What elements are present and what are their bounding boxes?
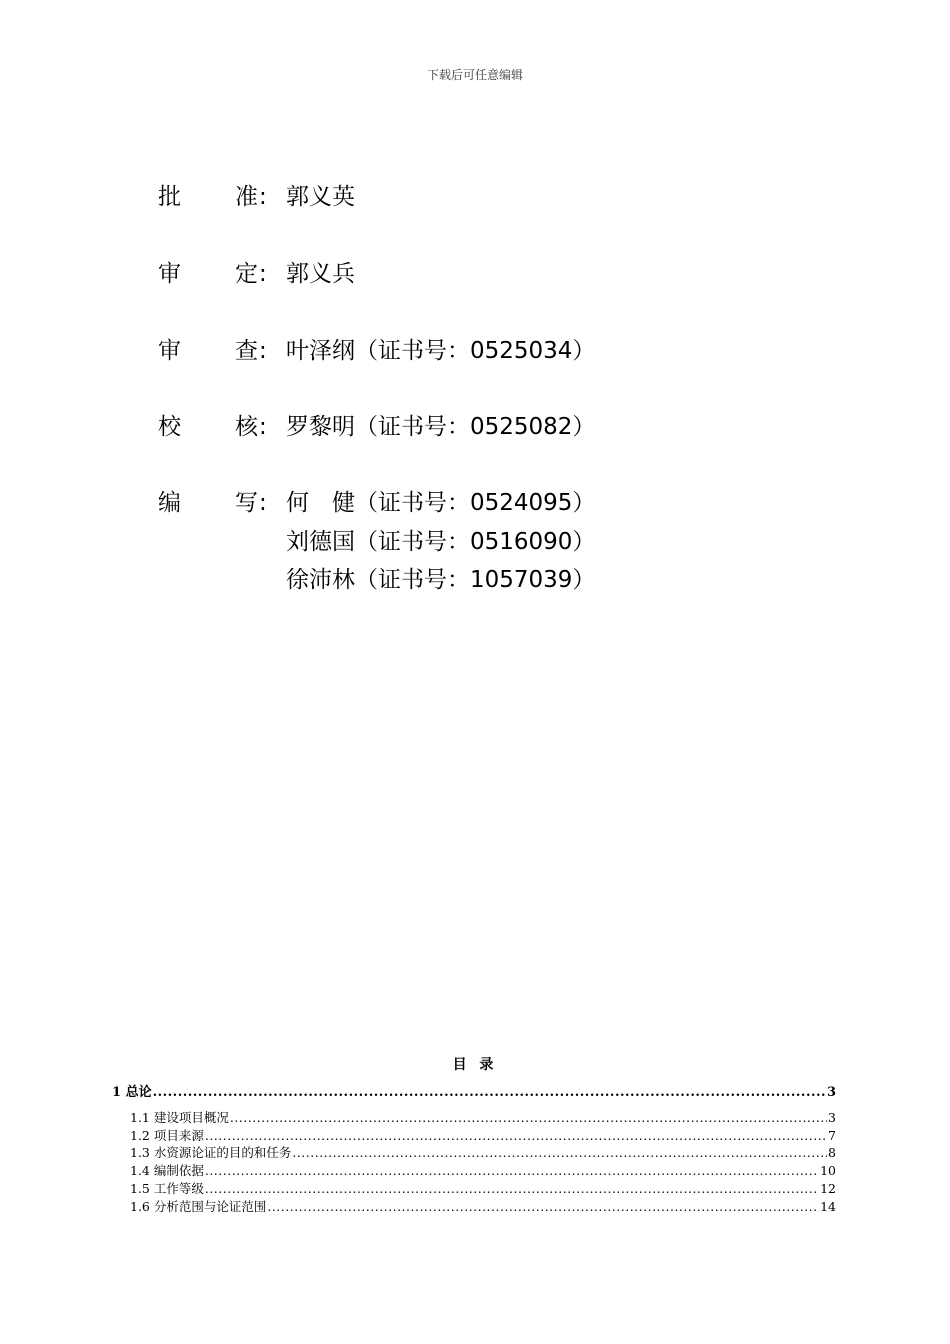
toc-entry-page: 10	[820, 1163, 836, 1178]
toc-dot-leader	[230, 1110, 827, 1125]
toc-entry[interactable]	[130, 1108, 836, 1126]
signature-value: 徐沛林（证书号：1057039）	[286, 567, 596, 593]
toc-entry[interactable]	[130, 1179, 836, 1197]
signature-role-char-1: 编	[158, 490, 181, 516]
toc-entry[interactable]	[130, 1143, 836, 1161]
signature-value: 叶泽纲（证书号：0525034）	[286, 338, 596, 364]
signature-role-char-1: 审	[158, 261, 181, 287]
toc-dot-leader	[153, 1085, 826, 1100]
toc-title: 目 录	[452, 1057, 498, 1073]
toc-dot-leader	[205, 1181, 819, 1196]
toc-entry-label: 1 总论	[112, 1085, 152, 1100]
signature-role-char-1: 校	[158, 414, 181, 440]
toc-dot-leader	[292, 1145, 827, 1160]
signature-value: 何 健（证书号：0524095）	[286, 490, 596, 516]
toc-entry-page: 12	[820, 1181, 836, 1196]
signature-value: 郭义英	[286, 184, 355, 210]
toc-entry-page: 3	[826, 1085, 836, 1100]
toc-entry-label: 1.4 编制依据	[130, 1163, 204, 1178]
signature-value: 刘德国（证书号：0516090）	[286, 529, 596, 555]
toc-entry-page: 14	[820, 1199, 836, 1214]
toc-entry-label: 1.2 项目来源	[130, 1128, 204, 1143]
signature-role-char-2: 准	[235, 184, 258, 210]
toc-dot-leader	[205, 1128, 827, 1143]
toc-entry[interactable]	[112, 1081, 836, 1100]
toc-entry-page: 3	[828, 1110, 836, 1125]
header-note: 下载后可任意编辑	[426, 68, 523, 82]
signature-value: 郭义兵	[286, 261, 355, 287]
signature-role-char-1: 批	[158, 184, 181, 210]
toc-entry[interactable]	[130, 1197, 836, 1215]
toc-entry-label: 1.5 工作等级	[130, 1181, 204, 1196]
signature-role-char-1: 审	[158, 338, 181, 364]
toc-entry-label: 1.3 水资源论证的目的和任务	[130, 1145, 292, 1160]
signature-role-char-2: 写	[235, 490, 258, 516]
signature-colon: :	[259, 338, 267, 364]
signature-colon: :	[259, 490, 267, 516]
toc-entry[interactable]	[130, 1126, 836, 1144]
toc-entry-label: 1.1 建设项目概况	[130, 1110, 229, 1125]
toc-dot-leader	[205, 1163, 819, 1178]
toc-entry-page: 7	[828, 1128, 836, 1143]
signature-role-char-2: 查	[235, 338, 258, 364]
signature-role-char-2: 定	[235, 261, 258, 287]
toc-entry-label: 1.6 分析范围与论证范围	[130, 1199, 267, 1214]
signature-value: 罗黎明（证书号：0525082）	[286, 414, 596, 440]
toc-dot-leader	[267, 1199, 819, 1214]
signature-colon: :	[259, 261, 267, 287]
signature-role-char-2: 核	[235, 414, 258, 440]
toc-entry[interactable]	[130, 1161, 836, 1179]
toc-entry-page: 8	[828, 1145, 836, 1160]
signature-colon: :	[259, 414, 267, 440]
signature-colon: :	[259, 184, 267, 210]
